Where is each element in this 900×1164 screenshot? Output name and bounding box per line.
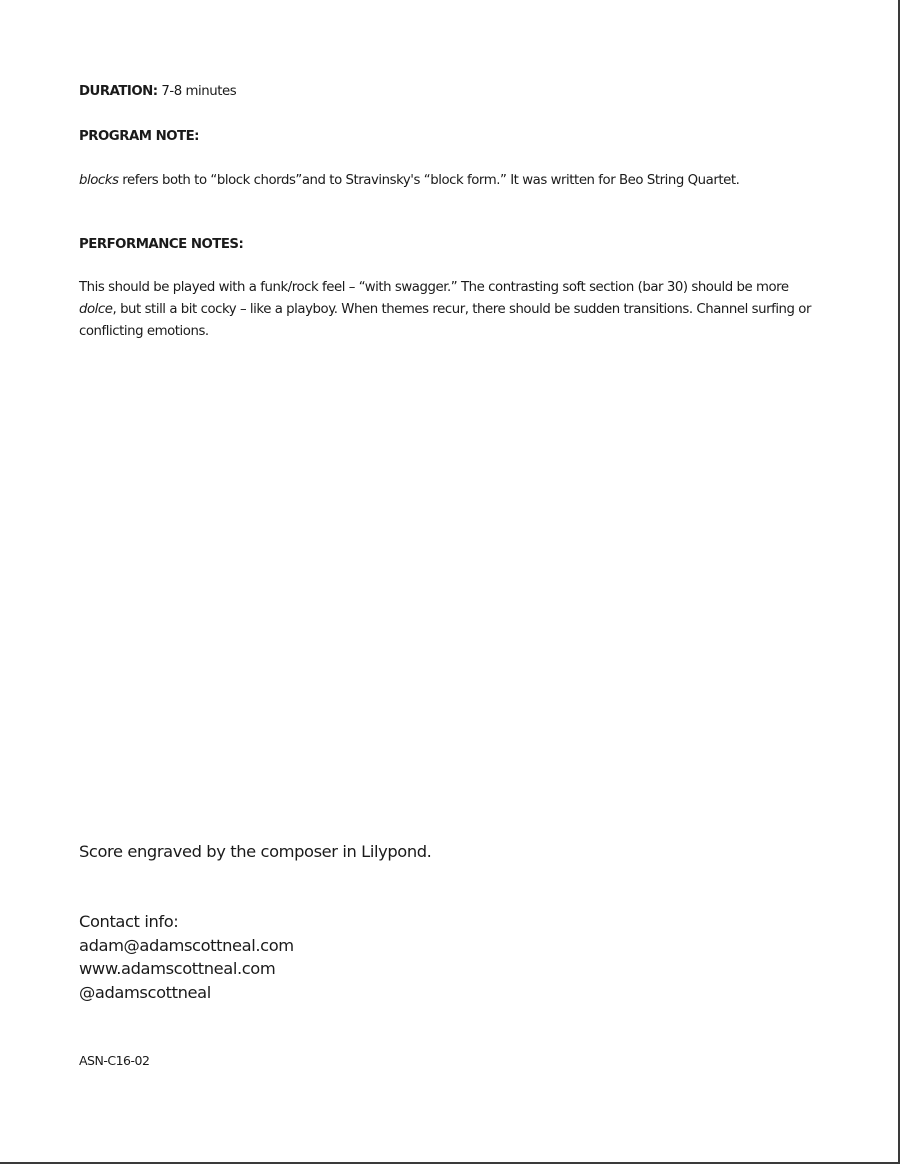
- performance-notes-part1: This should be played with a funk/rock feel – “with swagger.” The contrasting soft section (bar 30) should be more: [79, 280, 789, 295]
- duration-line: [79, 81, 236, 103]
- contact-heading: Contact info:: [79, 912, 179, 931]
- program-note-body: refers both to “block chords”and to Stravinsky's “block form.” It was written for Beo String Quartet.: [118, 173, 740, 188]
- performance-notes-heading: PERFORMANCE NOTES:: [79, 237, 244, 252]
- performance-notes-text: [79, 277, 824, 343]
- duration-label: DURATION:: [79, 84, 158, 99]
- contact-email[interactable]: adam@adamscottneal.com: [79, 935, 294, 955]
- program-note-title: blocks: [79, 173, 119, 188]
- engraving-credit: Score engraved by the composer in Lilypond.: [79, 842, 432, 861]
- program-note-heading: PROGRAM NOTE:: [79, 129, 199, 144]
- duration-value: 7-8 minutes: [161, 84, 237, 99]
- performance-notes-italic: dolce: [79, 302, 113, 317]
- contact-website[interactable]: www.adamscottneal.com: [79, 959, 276, 978]
- performance-notes-part2: , but still a bit cocky – like a playboy. When themes recur, there should be sudden transitions. Channel surfing or conflicting emotions.: [79, 302, 812, 339]
- contact-block: [79, 910, 294, 1004]
- contact-handle[interactable]: @adamscottneal: [79, 982, 211, 1002]
- program-note-text: [79, 170, 824, 192]
- catalog-code: ASN-C16-02: [79, 1053, 150, 1068]
